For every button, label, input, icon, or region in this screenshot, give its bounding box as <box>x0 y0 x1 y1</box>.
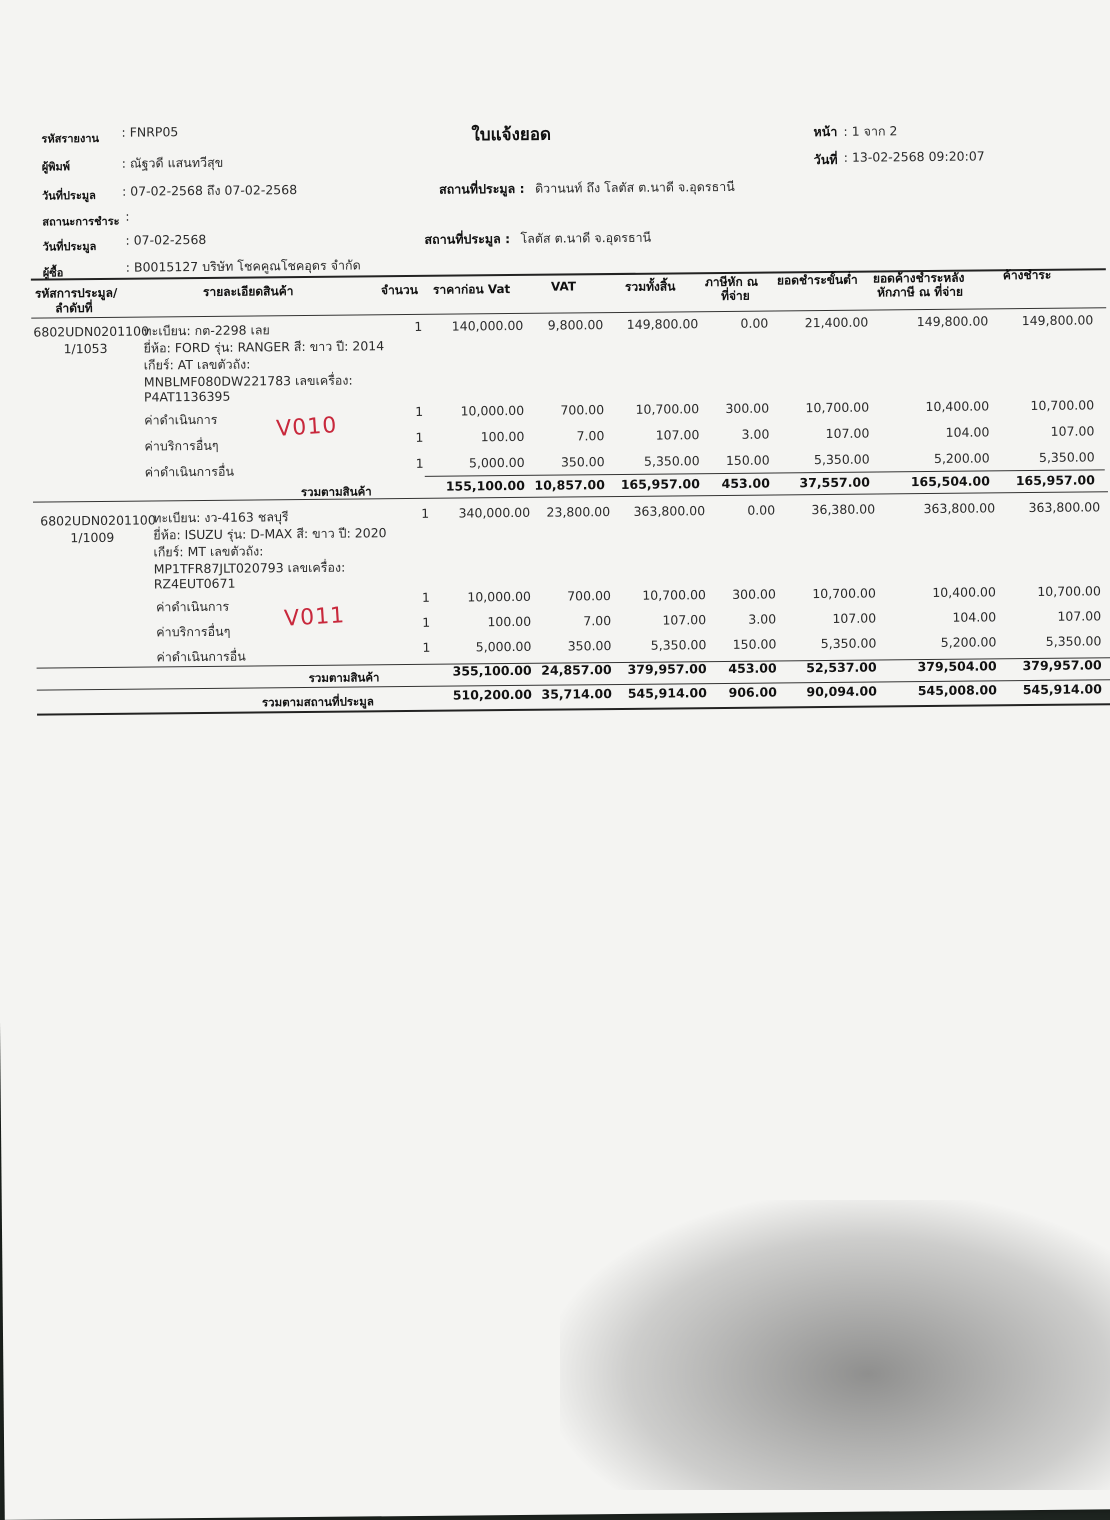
cell-wht: 3.00 <box>741 426 770 442</box>
cell-min-pay: 107.00 <box>832 610 877 626</box>
col-detail: รายละเอียดสินค้า <box>202 284 294 299</box>
subtotal-label: รวมตามสินค้า <box>308 670 380 685</box>
cell-vat: 7.00 <box>576 428 605 444</box>
subtotal-min-pay: 52,537.00 <box>806 659 877 676</box>
grand-total: 545,914.00 <box>627 685 707 701</box>
cell-outstanding: 107.00 <box>1050 423 1095 439</box>
lot-code: 6802UDN0201100 <box>40 512 156 529</box>
handwritten-note: V010 <box>275 413 339 442</box>
grand-total-label: รวมตามสถานที่ประมูล <box>261 694 374 710</box>
cell-outstanding: 363,800.00 <box>1028 499 1101 516</box>
subtotal-label: รวมตามสินค้า <box>300 484 372 500</box>
cell-total: 10,700.00 <box>642 587 707 603</box>
cell-total: 107.00 <box>655 427 700 443</box>
lot-desc-line: P4AT1136395 <box>143 388 231 405</box>
photo-shadow <box>560 1200 1110 1490</box>
cell-outstanding: 107.00 <box>1057 608 1102 624</box>
lot-desc-line: ทะเบียน: กต-2298 เลย <box>143 322 270 339</box>
cell-outstanding: 5,350.00 <box>1038 449 1095 465</box>
cell-vat: 350.00 <box>567 638 612 654</box>
fee-label: ค่าบริการอื่นๆ <box>156 623 231 640</box>
cell-vat: 350.00 <box>560 454 605 470</box>
cell-qty: 1 <box>415 455 424 471</box>
cell-outstanding: 5,350.00 <box>1045 633 1102 649</box>
cell-outstanding: 149,800.00 <box>1021 312 1094 329</box>
place-value-2: โลตัส ต.นาดี จ.อุดรธานี <box>520 229 652 246</box>
cell-total: 107.00 <box>662 612 707 628</box>
payment-status-label: สถานะการชำระ <box>42 214 120 229</box>
lot-desc-line: ยี่ห้อ: FORD รุ่น: RANGER สี: ขาว ปี: 2014 <box>143 338 385 356</box>
cell-pre-vat: 100.00 <box>487 613 532 630</box>
cell-min-pay: 36,380.00 <box>811 501 876 518</box>
printer-name: : ณัฐวดี แสนทวีสุข <box>121 154 224 171</box>
subtotal-wht: 453.00 <box>721 475 770 491</box>
subtotal-pre-vat: 155,100.00 <box>445 477 525 494</box>
date-value: : 13-02-2568 09:20:07 <box>843 148 985 165</box>
auction-date-label-2: วันที่ประมูล <box>42 239 97 254</box>
grand-balance: 545,008.00 <box>917 682 997 699</box>
cell-balance: 5,200.00 <box>940 634 997 650</box>
cell-wht: 300.00 <box>732 586 777 602</box>
fee-label: ค่าดำเนินการ <box>144 411 218 428</box>
grand-total-rule <box>37 703 1110 715</box>
grand-min-pay: 90,094.00 <box>806 683 877 700</box>
cell-outstanding: 10,700.00 <box>1030 397 1095 414</box>
auction-date-2: : 07-02-2568 <box>125 231 207 248</box>
cell-balance: 363,800.00 <box>923 500 996 517</box>
grand-wht: 906.00 <box>728 684 777 700</box>
grand-outstanding: 545,914.00 <box>1022 681 1102 698</box>
fee-label: ค่าดำเนินการอื่น <box>156 648 246 665</box>
cell-qty: 1 <box>421 505 430 521</box>
cell-vat: 7.00 <box>583 613 612 629</box>
cell-outstanding: 10,700.00 <box>1037 583 1101 599</box>
subtotal-vat: 24,857.00 <box>541 662 612 678</box>
cell-min-pay: 10,700.00 <box>805 399 870 416</box>
col-wht-line1: ภาษีหัก ณ <box>704 274 759 290</box>
cell-wht: 150.00 <box>725 452 770 468</box>
cell-wht: 0.00 <box>747 502 776 518</box>
lot-desc-line: MNBLMF080DW221783 เลขเครื่อง: <box>143 372 353 390</box>
printer-label: ผู้พิมพ์ <box>41 160 71 174</box>
fee-label: ค่าบริการอื่นๆ <box>144 437 219 454</box>
report-label: รหัสรายงาน <box>41 131 100 146</box>
cell-qty: 1 <box>415 429 424 445</box>
col-code-line2: ลำดับที่ <box>55 301 93 316</box>
fee-label: ค่าดำเนินการอื่น <box>144 463 235 480</box>
page-label: หน้า <box>813 123 838 140</box>
date-label: วันที่ <box>813 151 838 168</box>
auction-date-label: วันที่ประมูล <box>42 188 96 203</box>
subtotal-balance: 165,504.00 <box>910 473 990 490</box>
cell-qty: 1 <box>421 589 430 605</box>
cell-balance: 104.00 <box>952 609 997 625</box>
col-min-pay: ยอดชำระขั้นต่ำ <box>776 272 858 288</box>
cell-vat: 23,800.00 <box>546 504 611 520</box>
cell-total: 363,800.00 <box>633 503 706 519</box>
subtotal-pre-vat: 355,100.00 <box>452 662 532 679</box>
subtotal-outstanding: 379,957.00 <box>1022 657 1102 674</box>
lot-desc-line: ยี่ห้อ: ISUZU รุ่น: D-MAX สี: ขาว ปี: 2020 <box>153 525 387 543</box>
page-value: : 1 จาก 2 <box>843 123 898 139</box>
place-value: ดิวานนท์ ถึง โลตัส ต.นาดี จ.อุดรธานี <box>534 178 735 196</box>
cell-qty: 1 <box>415 403 424 419</box>
fee-label: ค่าดำเนินการ <box>155 598 230 615</box>
cell-total: 149,800.00 <box>626 316 699 332</box>
lot-seq: 1/1009 <box>70 529 115 546</box>
col-vat: VAT <box>550 279 577 294</box>
col-wht-line2: ที่จ่าย <box>720 288 750 303</box>
lot-desc-line: ทะเบียน: งว-4163 ชลบุรี <box>153 509 289 526</box>
grand-vat: 35,714.00 <box>541 686 612 702</box>
cell-wht: 3.00 <box>748 611 777 627</box>
cell-wht: 0.00 <box>740 315 769 331</box>
cell-wht: 150.00 <box>732 636 777 652</box>
document-title: ใบแจ้งยอด <box>471 124 552 146</box>
cell-balance: 104.00 <box>945 424 990 440</box>
cell-balance: 10,400.00 <box>925 398 990 415</box>
subtotal-total: 379,957.00 <box>627 661 707 677</box>
place-label: สถานที่ประมูล : <box>438 180 525 197</box>
cell-pre-vat: 100.00 <box>480 428 525 445</box>
cell-qty: 1 <box>414 318 423 334</box>
col-total: รวมทั้งสิ้น <box>624 279 676 294</box>
lot-desc-line: เกียร์: AT เลขตัวถัง: <box>143 356 251 373</box>
grand-pre-vat: 510,200.00 <box>452 686 532 703</box>
subtotal-total: 165,957.00 <box>620 476 700 492</box>
lot-code: 6802UDN0201100 <box>33 323 150 340</box>
report-code: : FNRP05 <box>121 124 179 140</box>
buyer-value: : B0015127 บริษัท โชคคูณโชคอุดร จำกัด <box>125 257 361 275</box>
buyer-label: ผู้ซื้อ <box>42 266 64 280</box>
cell-balance: 10,400.00 <box>932 584 996 600</box>
cell-total: 5,350.00 <box>643 453 700 469</box>
col-outstanding: ค้างชำระ <box>1002 267 1052 283</box>
subtotal-min-pay: 37,557.00 <box>799 474 870 491</box>
cell-min-pay: 5,350.00 <box>813 451 870 468</box>
cell-balance: 149,800.00 <box>916 313 989 330</box>
handwritten-note: V011 <box>283 603 346 632</box>
col-balance-line2: หักภาษี ณ ที่จ่าย <box>876 284 964 300</box>
auction-date-range: : 07-02-2568 ถึง 07-02-2568 <box>121 182 298 199</box>
cell-total: 10,700.00 <box>635 401 700 417</box>
col-balance-line1: ยอดค้างชำระหลัง <box>872 270 965 286</box>
subtotal-balance: 379,504.00 <box>917 658 997 675</box>
cell-pre-vat: 10,000.00 <box>460 402 525 419</box>
subtotal-wht: 453.00 <box>728 660 777 676</box>
cell-pre-vat: 5,000.00 <box>475 638 532 655</box>
place-label-2: สถานที่ประมูล : <box>424 231 511 247</box>
lot-desc-line: เกียร์: MT เลขตัวถัง: <box>153 543 264 560</box>
cell-balance: 5,200.00 <box>933 450 990 466</box>
cell-wht: 300.00 <box>725 400 770 416</box>
subtotal-outstanding: 165,957.00 <box>1015 472 1095 489</box>
cell-vat: 9,800.00 <box>547 317 604 333</box>
cell-pre-vat: 140,000.00 <box>451 317 524 334</box>
payment-status-value: : <box>125 208 130 224</box>
cell-min-pay: 21,400.00 <box>804 314 869 331</box>
cell-pre-vat: 340,000.00 <box>458 504 531 521</box>
cell-min-pay: 10,700.00 <box>812 585 876 602</box>
cell-min-pay: 5,350.00 <box>820 635 877 652</box>
lot-desc-line: MP1TFR87JLT020793 เลขเครื่อง: <box>153 559 346 577</box>
cell-total: 5,350.00 <box>650 637 707 653</box>
col-pre-vat: ราคาก่อน Vat <box>432 282 511 297</box>
cell-pre-vat: 5,000.00 <box>468 454 525 471</box>
cell-qty: 1 <box>422 639 431 655</box>
lot-desc-line: RZ4EUT0671 <box>153 575 236 592</box>
cell-vat: 700.00 <box>560 402 605 418</box>
cell-qty: 1 <box>422 614 431 630</box>
lot-seq: 1/1053 <box>63 340 108 357</box>
col-qty: จำนวน <box>380 282 418 298</box>
cell-min-pay: 107.00 <box>825 425 870 441</box>
col-code-line1: รหัสการประมูล/ <box>34 285 118 301</box>
cell-vat: 700.00 <box>567 588 612 604</box>
cell-pre-vat: 10,000.00 <box>467 588 532 605</box>
subtotal-vat: 10,857.00 <box>534 477 605 493</box>
